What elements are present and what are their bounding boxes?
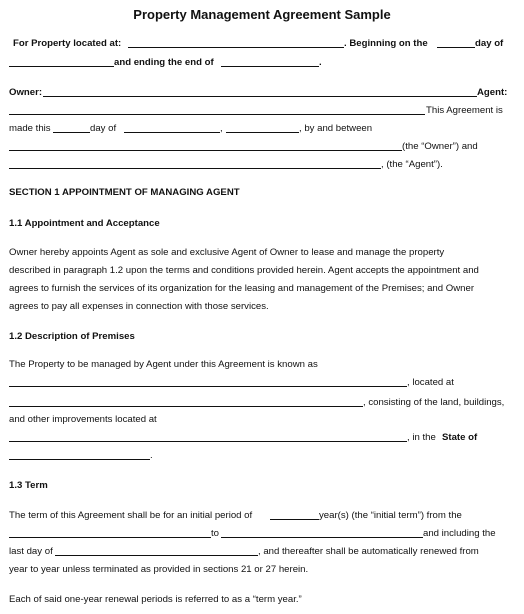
owner-agent-blank[interactable] [43, 86, 477, 97]
beginning-label: . Beginning on the [344, 38, 428, 49]
s12-heading: 1.2 Description of Premises [9, 331, 135, 342]
beginning-month-blank[interactable] [9, 56, 114, 67]
agent-name-blank[interactable] [9, 104, 425, 115]
made-month-blank[interactable] [124, 122, 220, 133]
last-day-of-text: last day of [9, 546, 53, 557]
s11-heading: 1.1 Appointment and Acceptance [9, 218, 160, 229]
day-of-label: day of [475, 38, 504, 49]
s12-intro-line [0, 358, 524, 372]
made-year-blank[interactable] [226, 122, 299, 133]
s11-paragraph [9, 244, 515, 316]
ending-line [0, 56, 524, 70]
term-line-3 [0, 545, 524, 559]
ending-label: and ending the end of [114, 57, 214, 68]
s13-heading: 1.3 Term [9, 480, 48, 491]
property-location-line [0, 396, 524, 410]
s11-line-2: described in paragraph 1.2 upon the terms and conditions provided herein. Agent accepts the appointment and [9, 265, 479, 276]
initial-period-blank[interactable] [270, 509, 319, 520]
beginning-day-blank[interactable] [437, 37, 475, 48]
property-address-blank[interactable] [128, 37, 344, 48]
made-day-of-text: day of [90, 123, 117, 134]
state-blank-line [0, 449, 524, 463]
state-period: . [150, 450, 153, 461]
s11-line-4: agrees to pay all expenses in connection with those services. [9, 301, 269, 312]
other-improvements-text: and other improvements located at [9, 414, 157, 425]
made-day-blank[interactable] [53, 122, 90, 133]
made-comma: , [220, 123, 223, 134]
the-owner-text: (the “Owner”) and [402, 141, 478, 152]
s12-intro-text: The Property to be managed by Agent under this Agreement is known as [9, 359, 318, 370]
last-day-blank[interactable] [55, 545, 258, 556]
owner-name-line [0, 140, 524, 154]
and-including-text: and including the [423, 528, 496, 539]
and-between-text: , by and between [299, 123, 373, 134]
year-to-year-text: year to year unless terminated as provided in sections 21 or 27 herein. [9, 564, 309, 575]
agent-label: Agent: [477, 87, 508, 98]
made-this-text: made this [9, 123, 51, 134]
s11-line-3: agrees to furnish the services of its organization for the leasing and management of the Premises; and Owner [9, 283, 475, 294]
term-line-1 [0, 509, 524, 523]
state-line [0, 431, 524, 445]
state-of-text: State of [442, 432, 478, 443]
owner-label: Owner: [9, 87, 43, 98]
owner-agent-line [0, 86, 524, 100]
ending-date-blank[interactable] [221, 56, 319, 67]
section1-heading: SECTION 1 APPOINTMENT OF MANAGING AGENT [9, 187, 240, 198]
state-blank[interactable] [9, 449, 150, 460]
located-at-text: , located at [407, 377, 454, 388]
to-text: to [211, 528, 220, 539]
agreement-is-text: This Agreement is [426, 105, 503, 116]
property-name-line [0, 376, 524, 390]
agent-party-blank[interactable] [9, 158, 381, 169]
owner-name-blank[interactable] [9, 140, 402, 151]
term-start-blank[interactable] [9, 527, 211, 538]
agent-name-line [0, 158, 524, 172]
agreement-line [0, 104, 524, 118]
improvements-line [0, 413, 524, 427]
auto-renewed-text: , and thereafter shall be automatically renewed from [258, 546, 479, 557]
term-intro-text: The term of this Agreement shall be for an initial period of [9, 510, 253, 521]
property-label: For Property located at: [13, 38, 122, 49]
term-line-4 [0, 563, 524, 577]
property-line [0, 37, 524, 51]
years-initial-text: year(s) (the “initial term”) from the [319, 510, 462, 521]
consisting-text: , consisting of the land, buildings, [363, 397, 505, 408]
improvements-location-blank[interactable] [9, 431, 407, 442]
ending-period: . [319, 57, 322, 68]
s11-line-1: Owner hereby appoints Agent as sole and exclusive Agent of Owner to lease and manage the property [9, 247, 445, 258]
the-agent-text: , (the “Agent”). [381, 159, 443, 170]
property-location-blank[interactable] [9, 396, 363, 407]
term-line-2 [0, 527, 524, 541]
renewal-line [0, 593, 524, 607]
in-the-text: , in the [407, 432, 436, 443]
renewal-text: Each of said one-year renewal periods is referred to as a “term year.” [9, 594, 302, 605]
made-this-line [0, 122, 524, 136]
document-title: Property Management Agreement Sample [133, 7, 391, 22]
term-end-blank[interactable] [221, 527, 423, 538]
property-name-blank[interactable] [9, 376, 407, 387]
